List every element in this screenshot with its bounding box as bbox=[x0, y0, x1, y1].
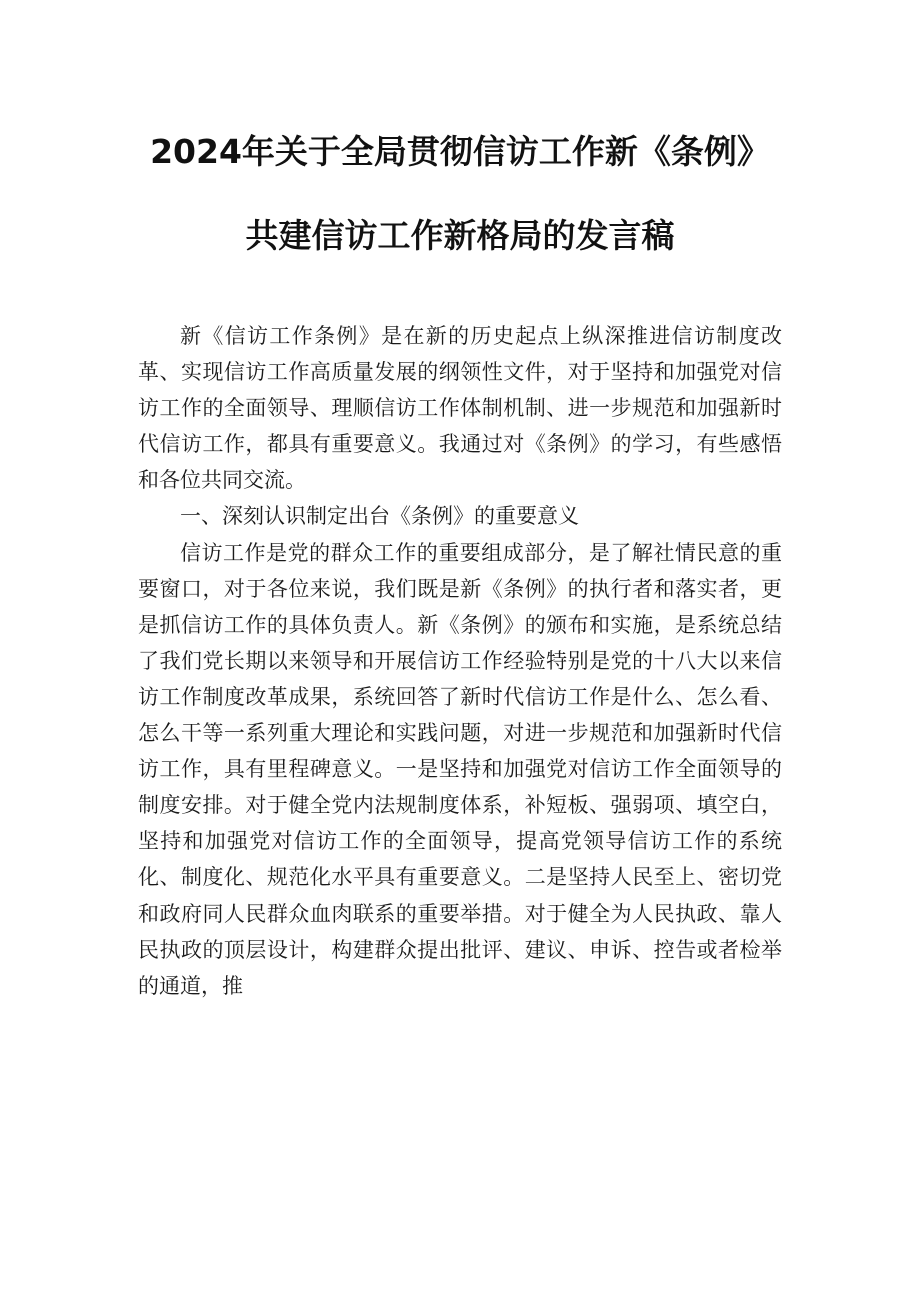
section-heading-1: 一、深刻认识制定出台《条例》的重要意义 bbox=[180, 504, 579, 529]
document-body bbox=[138, 318, 782, 1004]
document-title-line-1: 2024年关于全局贯彻信访工作新《条例》 bbox=[150, 132, 770, 171]
paragraph-intro: 新《信访工作条例》是在新的历史起点上纵深推进信访制度改革、实现信访工作高质量发展的纲领性文件，对于坚持和加强党对信访工作的全面领导、理顺信访工作体制机制、进一步规范和加强新时代信访工作，都具有重要意义。我通过对《条例》的学习，有些感悟和各位共同交流。 bbox=[138, 324, 782, 493]
document-title-line-2: 共建信访工作新格局的发言稿 bbox=[245, 216, 675, 255]
paragraph-section-1: 信访工作是党的群众工作的重要组成部分，是了解社情民意的重要窗口，对于各位来说，我们既是新《条例》的执行者和落实者，更是抓信访工作的具体负责人。新《条例》的颁布和实施，是系统总结了我们党长期以来领导和开展信访工作经验特别是党的十八大以来信访工作制度改革成果，系统回答了新时代信访工作是什么、怎么看、怎么干等一系列重大理论和实践问题，对进一步规范和加强新时代信访工作，具有里程碑意义。一是坚持和加强党对信访工作全面领导的制度安排。对于健全党内法规制度体系，补短板、强弱项、填空白，坚持和加强党对信访工作的全面领导，提高党领导信访工作的系统化、制度化、规范化水平具有重要意义。二是坚持人民至上、密切党和政府同人民群众血肉联系的重要举措。对于健全为人民执政、靠人民执政的顶层设计，构建群众提出批评、建议、申诉、控告或者检举的通道，推 bbox=[138, 540, 782, 998]
